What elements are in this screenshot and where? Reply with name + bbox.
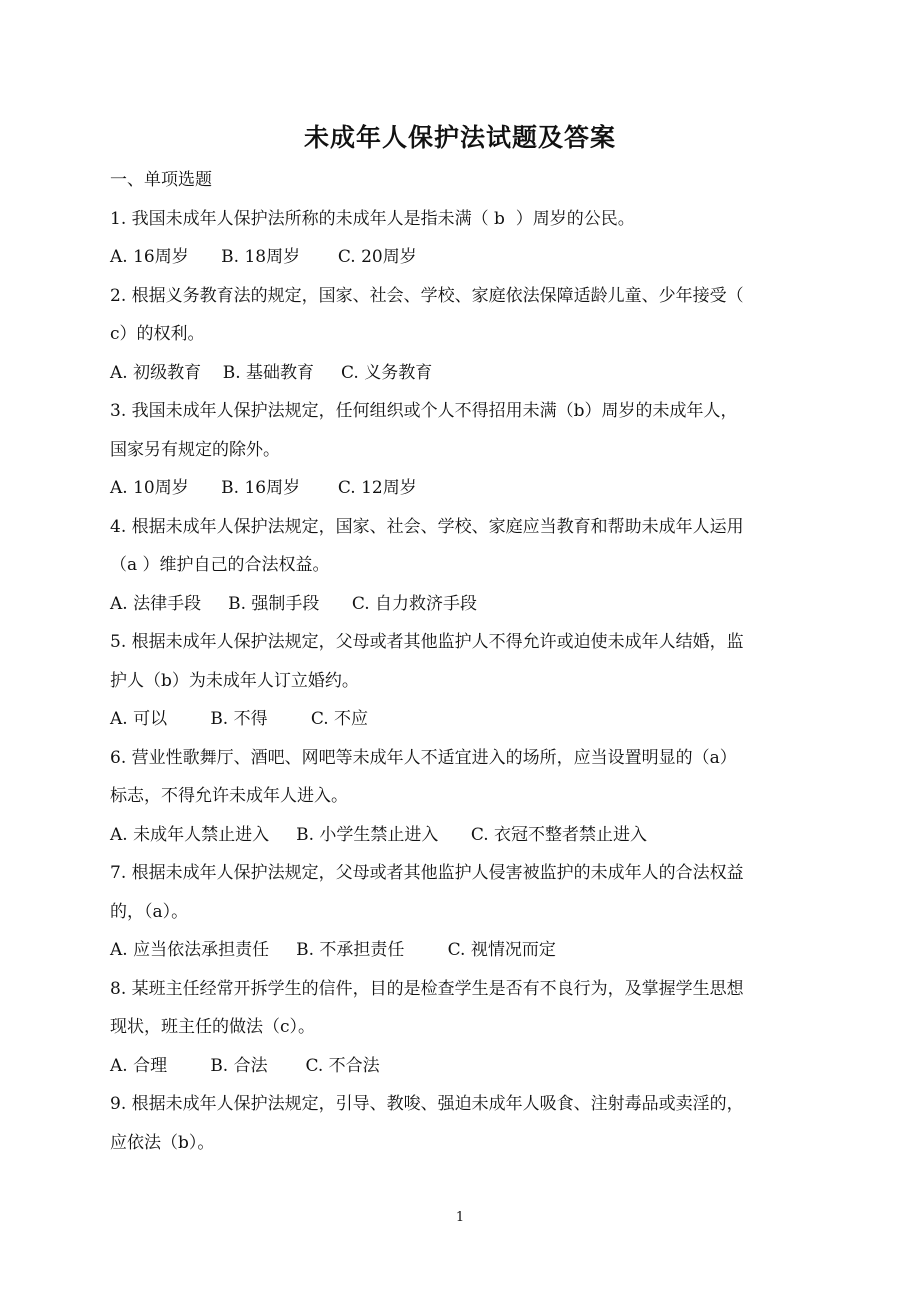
question-7-text-cont: 的，（a）。 — [110, 902, 189, 922]
page-title: 未成年人保护法试题及答案 — [303, 123, 616, 152]
page-number: 1 — [455, 1210, 465, 1225]
question-4-options: A. 法律手段 B. 强制手段 C. 自力救济手段 — [110, 594, 478, 614]
question-1-text: 1. 我国未成年人保护法所称的未成年人是指未满（ b ）周岁的公民。 — [110, 209, 635, 229]
question-6-text-cont: 标志，不得允许未成年人进入。 — [110, 786, 348, 806]
question-4-text: 4. 根据未成年人保护法规定，国家、社会、学校、家庭应当教育和帮助未成年人运用 — [110, 517, 744, 537]
question-9-text-cont: 应依法（b）。 — [110, 1133, 215, 1153]
question-5-options: A. 可以 B. 不得 C. 不应 — [110, 709, 369, 729]
question-4-text-cont: （a ）维护自己的合法权益。 — [110, 555, 330, 575]
question-3-text-cont: 国家另有规定的除外。 — [110, 440, 280, 460]
question-8-options: A. 合理 B. 合法 C. 不合法 — [110, 1056, 380, 1076]
question-8-text: 8. 某班主任经常开拆学生的信件，目的是检查学生是否有不良行为，及掌握学生思想 — [110, 979, 744, 999]
question-8-text-cont: 现状，班主任的做法（c）。 — [110, 1017, 316, 1037]
question-1-options: A. 16周岁 B. 18周岁 C. 20周岁 — [110, 247, 417, 267]
question-5-text-cont: 护人（b）为未成年人订立婚约。 — [110, 671, 359, 691]
question-2-options: A. 初级教育 B. 基础教育 C. 义务教育 — [110, 363, 433, 383]
question-9-text: 9. 根据未成年人保护法规定，引导、教唆、强迫未成年人吸食、注射毒品或卖淫的， — [110, 1094, 744, 1114]
question-5-text: 5. 根据未成年人保护法规定，父母或者其他监护人不得允许或迫使未成年人结婚，监 — [110, 632, 744, 652]
question-2-text-cont: c）的权利。 — [110, 324, 205, 344]
question-3-text: 3. 我国未成年人保护法规定，任何组织或个人不得招用未满（b）周岁的未成年人， — [110, 401, 738, 421]
section-heading: 一、单项选题 — [110, 170, 212, 190]
question-7-options: A. 应当依法承担责任 B. 不承担责任 C. 视情况而定 — [110, 940, 556, 960]
question-3-options: A. 10周岁 B. 16周岁 C. 12周岁 — [110, 478, 417, 498]
question-6-text: 6. 营业性歌舞厅、酒吧、网吧等未成年人不适宜进入的场所，应当设置明显的（a） — [110, 748, 737, 768]
question-6-options: A. 未成年人禁止进入 B. 小学生禁止进入 C. 衣冠不整者禁止进入 — [110, 825, 648, 845]
question-7-text: 7. 根据未成年人保护法规定，父母或者其他监护人侵害被监护的未成年人的合法权益 — [110, 863, 744, 883]
question-2-text: 2. 根据义务教育法的规定，国家、社会、学校、家庭依法保障适龄儿童、少年接受（ — [110, 286, 744, 306]
